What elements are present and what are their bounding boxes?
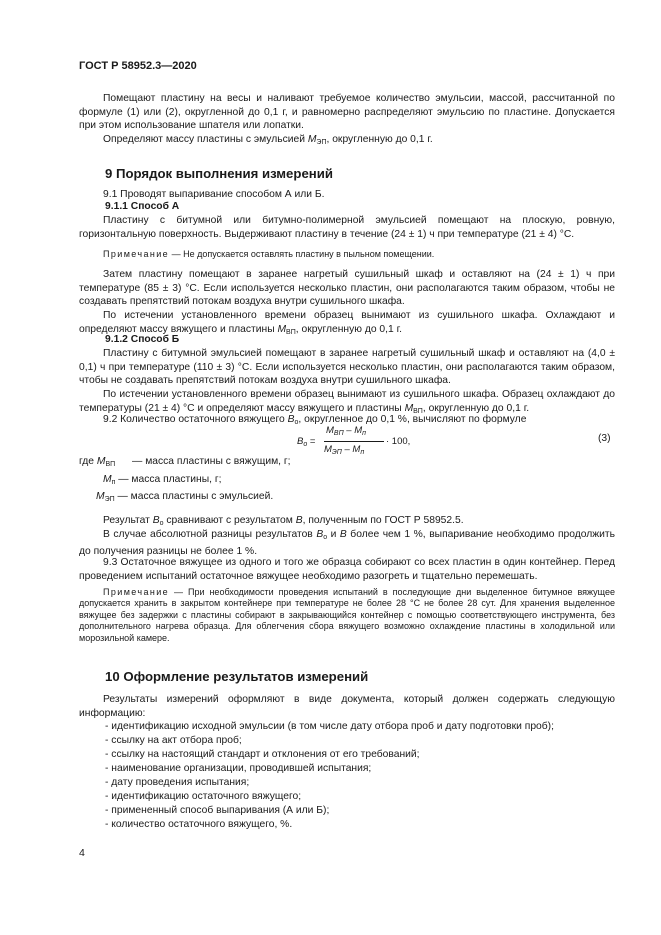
list-item: - количество остаточного вяжущего, %.	[105, 819, 293, 830]
intro-paragraph-1: Помещают пластину на весы и наливают требуемое количество эмульсии, массой, рассчитанной по формуле (1) или (2), округленной до 0,1 г, и равномерно распределяют эмульсию по пластине. Допускается при этом использование шпателя или лопатки.	[79, 93, 615, 131]
fraction-bar	[324, 441, 384, 442]
paragraph-result-1: Результат $B_о$ сравнивают с результатом B, полученным по ГОСТ Р 58952.5.	[103, 515, 464, 527]
subsection-9-1-2-title: 9.1.2 Способ Б	[105, 334, 180, 345]
subsection-9-1-1-title: 9.1.1 Способ А	[105, 201, 180, 212]
list-item: - идентификацию остаточного вяжущего;	[105, 791, 302, 802]
section-10-intro: Результаты измерений оформляют в виде документа, который должен содержать следующую информацию:	[79, 694, 615, 719]
list-item: - ссылку на настоящий стандарт и отклонения от его требований;	[105, 749, 420, 760]
paragraph-method-b-2: По истечении установленного времени образец вынимают из сушильного шкафа. Образец охлаждают до температуры (21 ± 4) °С и определяют массу вяжущего и пластины $M_{ВП}$, округленную до 0,1 г.	[79, 389, 615, 415]
paragraph-method-a-3: По истечении установленного времени образец вынимают из сушильного шкафа. Охлаждают и определяют массу вяжущего и пластины $M_{ВП}$, округленную до 0,1 г.	[79, 310, 615, 336]
note-2: Примечание — При необходимости проведения испытаний в последующие дни выделенное битумное вяжущее допускается хранить в закрытом контейнере при температуре не более 28 °С не более 28 сут. Для хранения выделенное вяжущее без задержки с пластины собирают в закрывающийся контейнер с помощью соответствующего инструмента, без дополнительного нагрева образца. Для облегчения сбора вяжущего возможно охлаждение пластины в холодильной или морозильной камере.	[79, 587, 615, 643]
section-9-title: 9 Порядок выполнения измерений	[105, 166, 333, 181]
formula-multiplier: · 100,	[386, 436, 411, 447]
paragraph-9-2: 9.2 Количество остаточного вяжущего $B_о$, округленное до 0,1 %, вычисляют по формуле	[103, 414, 527, 426]
formula-numerator: $M_{ВП} - M_п$	[326, 425, 367, 437]
list-item: - идентификацию исходной эмульсии (в том числе дату отбора проб и дату подготовки проб);	[105, 721, 554, 732]
page-number: 4	[79, 847, 85, 859]
def-mp: $M_п$ — масса пластины, г;	[103, 474, 222, 486]
list-item: - примененный способ выпаривания (А или Б);	[105, 805, 330, 816]
paragraph-9-1: 9.1 Проводят выпаривание способом А или Б.	[103, 189, 325, 200]
def-mep: $M_{ЭП}$ — масса пластины с эмульсией.	[96, 491, 274, 503]
list-item: - ссылку на акт отбора проб;	[105, 735, 242, 746]
def-mvp: где $M_{ВП}$ — масса пластины с вяжущим, г;	[79, 456, 291, 468]
formula-lhs: $B_о$ =	[297, 436, 316, 448]
formula-number: (3)	[598, 433, 611, 444]
paragraph-result-2: В случае абсолютной разницы результатов $B_о$ и B более чем 1 %, выпаривание необходимо продолжить до получения разницы не более 1 %.	[79, 529, 615, 557]
paragraph-method-a-1: Пластину с битумной или битумно-полимерной эмульсией помещают на плоскую, ровную, горизонтальную поверхность. Выдерживают пластину в течение (24 ± 1) ч при температуре (21 ± 4) °С.	[79, 215, 615, 240]
document-header: ГОСТ Р 58952.3—2020	[79, 60, 197, 72]
paragraph-method-b-1: Пластину с битумной эмульсией помещают в заранее нагретый сушильный шкаф и оставляют на (4,0 ± 0,1) ч при температуре (110 ± 3) °С. Если используется несколько пластин, они располагаются таким образом, чтобы не создавать препятствий потокам воздуха внутри сушильного шкафа.	[79, 348, 615, 386]
list-item: - дату проведения испытания;	[105, 777, 250, 788]
note-1: Примечание — Не допускается оставлять пластину в пыльном помещении.	[103, 249, 435, 259]
intro-paragraph-2: Определяют массу пластины с эмульсией $M_{ЭП}$, округленную до 0,1 г.	[103, 134, 433, 146]
section-10-title: 10 Оформление результатов измерений	[105, 669, 369, 684]
paragraph-method-a-2: Затем пластину помещают в заранее нагретый сушильный шкаф и оставляют на (24 ± 1) ч при температуре (85 ± 3) °С. Если используется несколько пластин, они располагаются таким образом, чтобы не создавать препятствий потокам воздуха внутри сушильного шкафа.	[79, 269, 615, 307]
paragraph-9-3: 9.3 Остаточное вяжущее из одного и того же образца собирают со всех пластин в один контейнер. Перед проведением испытаний остаточное вяжущее необходимо разогреть и тщательно перемешать.	[79, 557, 615, 582]
list-item: - наименование организации, проводившей испытания;	[105, 763, 372, 774]
formula-denominator: $M_{ЭП} - M_п$	[324, 444, 365, 456]
